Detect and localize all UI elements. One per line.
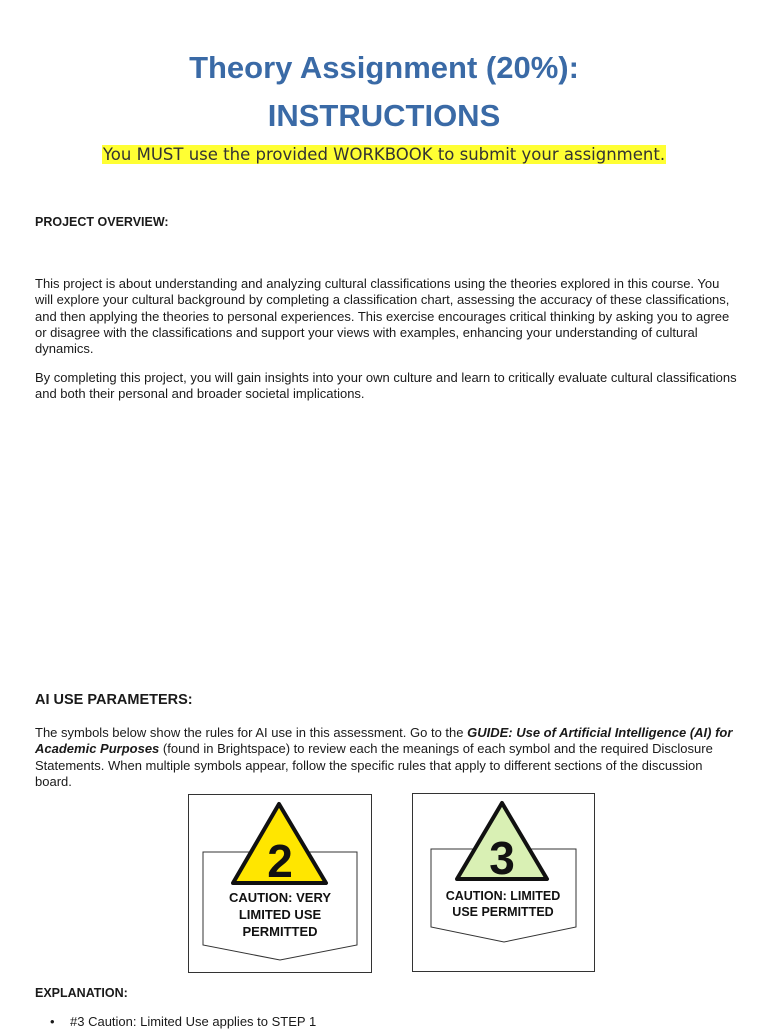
ai-symbol-3-graphic xyxy=(413,794,594,971)
symbol-3-line-2: USE PERMITTED xyxy=(452,905,554,919)
symbol-3-line-1: CAUTION: LIMITED xyxy=(445,889,561,903)
ai-symbol-3 xyxy=(412,793,595,972)
project-overview-paragraph-2: By completing this project, you will gain insights into your own culture and learn to critically evaluate cultural classifications and both their personal and broader societal implications. xyxy=(35,370,737,402)
ai-use-heading: AI USE PARAMETERS: xyxy=(35,692,193,708)
project-overview-heading: PROJECT OVERVIEW: xyxy=(35,215,169,229)
ai-use-text-after: (found in Brightspace) to review each the meanings of each symbol and the required Disclosure Statements. When multiple symbols appear, follow the specific rules that apply to different sections of the discussion board. xyxy=(35,741,713,789)
project-overview-paragraph-1: This project is about understanding and analyzing cultural classifications using the theories explored in this course. You will explore your cultural background by completing a classification chart, assessing the accuracy of these classifications, and then applying the theories to personal experiences. This exercise encourages critical thinking by asking you to agree or disagree with the classifications and support your views with examples, enhancing your understanding of cultural dynamics. xyxy=(35,276,730,357)
symbol-2-line-2: LIMITED USE xyxy=(238,907,322,922)
symbol-3-number: 3 xyxy=(489,832,515,884)
ai-use-paragraph xyxy=(35,725,740,790)
symbol-2-number: 2 xyxy=(267,835,293,887)
explanation-bullet-1-text: #3 Caution: Limited Use applies to STEP 1 xyxy=(70,1014,317,1029)
workbook-notice xyxy=(0,143,768,167)
ai-symbol-2-graphic xyxy=(189,795,371,972)
ai-symbol-2 xyxy=(188,794,372,973)
title-line-1: Theory Assignment (20%): xyxy=(189,50,579,85)
explanation-heading: EXPLANATION: xyxy=(35,986,128,1000)
bullet-dot-icon: • xyxy=(50,1014,55,1029)
workbook-notice-text: You MUST use the provided WORKBOOK to submit your assignment. xyxy=(102,145,666,164)
symbol-2-line-1: CAUTION: VERY xyxy=(228,890,332,905)
symbol-2-line-3: PERMITTED xyxy=(242,924,318,939)
title-line-2: INSTRUCTIONS xyxy=(267,98,501,133)
explanation-bullet-1 xyxy=(50,1014,316,1030)
ai-guide-title: GUIDE: Use of Artificial Intelligence (AI) for Academic Purposes xyxy=(35,725,733,757)
ai-use-text-before: The symbols below show the rules for AI use in this assessment. Go to the xyxy=(35,725,468,740)
